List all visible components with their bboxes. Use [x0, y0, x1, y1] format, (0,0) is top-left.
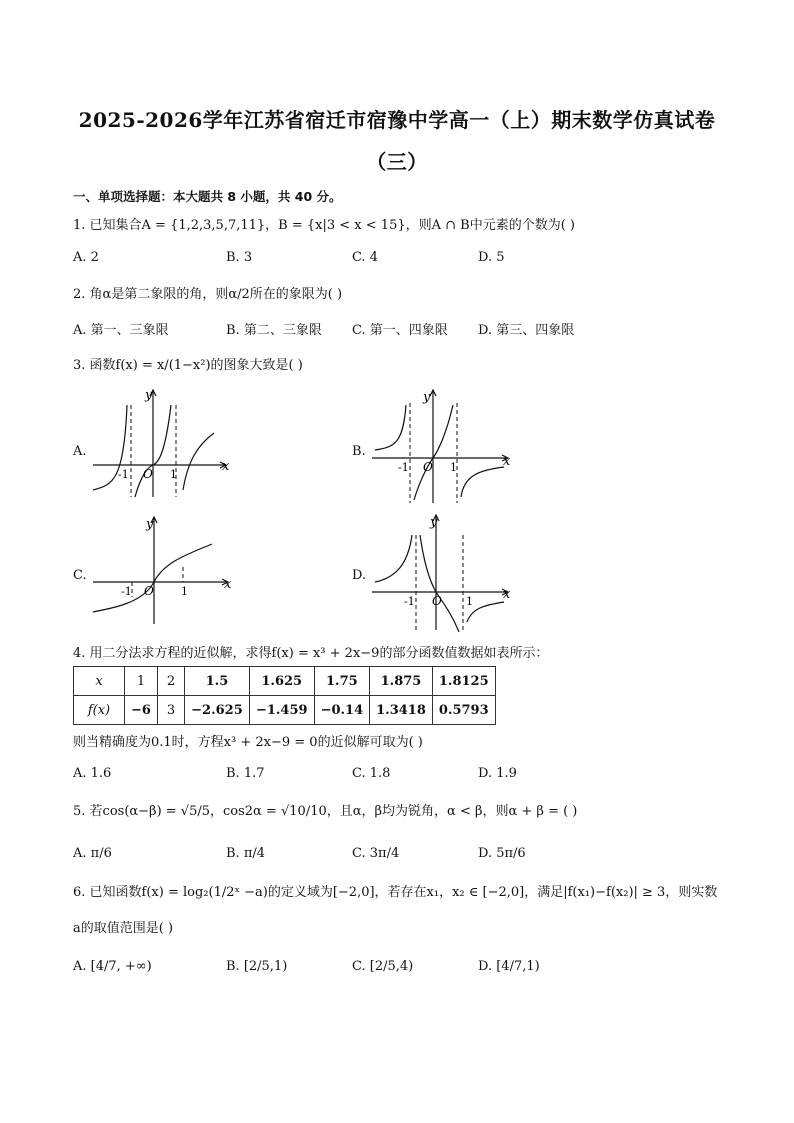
graph-b-y-label: y [423, 390, 431, 405]
q6-option-c: C. [2/5,4) [352, 959, 414, 974]
question-3-stem: 3. 函数f(x) = x/(1−x²)的图象大致是( ) [73, 358, 303, 373]
q5-option-d: D. 5π/6 [478, 846, 526, 861]
table-cell: 0.5793 [432, 696, 495, 725]
q2-option-a: A. 第一、三象限 [73, 323, 169, 338]
table-cell: 1.875 [370, 667, 433, 696]
question-5-stem: 5. 若cos(α−β) = √5/5，cos2α = √10/10，且α，β均为锐角，α < β，则α + β = ( ) [73, 804, 578, 819]
table-cell: 1 [125, 667, 158, 696]
q6-option-d: D. [4/7,1) [478, 959, 540, 974]
table-cell: 1.5 [184, 667, 249, 696]
table-cell: f(x) [74, 696, 125, 725]
q6-option-b: B. [2/5,1) [226, 959, 288, 974]
graph-a-one: 1 [170, 468, 177, 481]
q4-option-c: C. 1.8 [352, 766, 391, 781]
graph-c-neg-one: -1 [121, 585, 132, 598]
graph-a-x-label: x [222, 459, 230, 474]
graph-a-origin: O [143, 467, 153, 481]
table-row-x [74, 667, 496, 696]
q4-option-b: B. 1.7 [226, 766, 265, 781]
graph-d [370, 510, 520, 635]
function-value-table [73, 666, 496, 725]
graph-b-neg-one: -1 [398, 461, 409, 474]
table-cell: 2 [157, 667, 184, 696]
graph-c-origin: O [144, 584, 154, 598]
q5-option-b: B. π/4 [226, 846, 266, 861]
q5-option-a: A. π/6 [73, 846, 112, 861]
graph-a-y-label: y [145, 388, 153, 403]
q3-option-d: D. [352, 568, 367, 583]
q3-option-b: B. [352, 444, 366, 459]
q2-option-b: B. 第二、三象限 [226, 323, 322, 338]
table-cell: x [74, 667, 125, 696]
question-2-stem: 2. 角α是第二象限的角，则α/2所在的象限为( ) [73, 287, 343, 302]
graph-b [370, 385, 520, 505]
graph-d-one: 1 [466, 595, 473, 608]
graph-d-origin: O [432, 594, 442, 608]
graph-a-neg-one: -1 [118, 468, 129, 481]
question-4-followup: 则当精确度为0.1时，方程x³ + 2x−9 = 0的近似解可取为( ) [73, 735, 423, 750]
q4-option-a: A. 1.6 [73, 766, 112, 781]
q6-option-a: A. [4/7, +∞) [73, 959, 152, 974]
q3-option-c: C. [73, 568, 87, 583]
graph-c-y-label: y [146, 517, 154, 532]
question-4-stem: 4. 用二分法求方程的近似解，求得f(x) = x³ + 2x−9的部分函数值数据如表所示： [73, 646, 549, 661]
q3-option-a: A. [73, 444, 87, 459]
graph-b-x-label: x [503, 454, 511, 469]
graph-b-origin: O [423, 460, 433, 474]
table-cell: 3 [157, 696, 184, 725]
section-heading: 一、单项选择题：本大题共 8 小题，共 40 分。 [73, 189, 342, 204]
table-cell: 1.3418 [370, 696, 433, 725]
graph-c-x-label: x [224, 577, 232, 592]
graph-d-y-label: y [430, 515, 438, 530]
q2-option-d: D. 第三、四象限 [478, 323, 575, 338]
table-cell: −1.459 [249, 696, 314, 725]
table-cell: 1.8125 [432, 667, 495, 696]
table-cell: 1.625 [249, 667, 314, 696]
question-6-stem-cont: a的取值范围是( ) [73, 921, 174, 936]
q4-option-d: D. 1.9 [478, 766, 517, 781]
question-1-stem: 1. 已知集合A = {1,2,3,5,7,11}，B = {x|3 < x < 15}，则A ∩ B中元素的个数为( ) [73, 218, 575, 233]
q5-option-c: C. 3π/4 [352, 846, 400, 861]
q2-option-c: C. 第一、四象限 [352, 323, 448, 338]
table-row-fx [74, 696, 496, 725]
graph-c [88, 512, 238, 627]
exam-title: 2025-2026学年江苏省宿迁市宿豫中学高一（上）期末数学仿真试卷 [78, 108, 716, 132]
graph-c-one: 1 [181, 585, 188, 598]
table-cell: −2.625 [184, 696, 249, 725]
q1-option-a: A. 2 [73, 250, 99, 265]
graph-b-one: 1 [450, 461, 457, 474]
graph-a [88, 385, 238, 500]
table-cell: 1.75 [314, 667, 370, 696]
question-6-stem: 6. 已知函数f(x) = log₂(1/2ˣ −a)的定义域为[−2,0]，若存在x₁，x₂ ∈ [−2,0]，满足|f(x₁)−f(x₂)| ≥ 3，则实数 [73, 885, 718, 900]
graph-d-x-label: x [503, 587, 511, 602]
graph-d-neg-one: -1 [404, 595, 415, 608]
q1-option-d: D. 5 [478, 250, 505, 265]
table-cell: −6 [125, 696, 158, 725]
q1-option-c: C. 4 [352, 250, 379, 265]
table-cell: −0.14 [314, 696, 370, 725]
q1-option-b: B. 3 [226, 250, 253, 265]
exam-subtitle: （三） [366, 150, 428, 174]
